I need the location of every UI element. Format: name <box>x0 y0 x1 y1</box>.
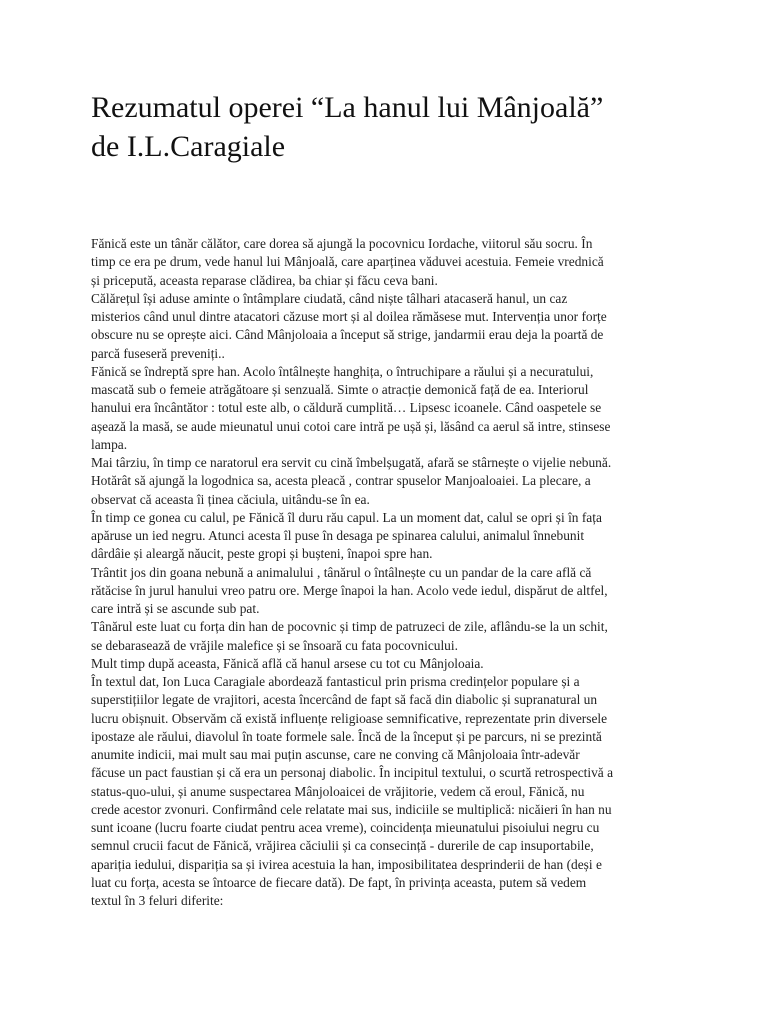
body-line: semnul crucii facut de Fănică, vrăjirea căciulii și ca consecință - durerile de cap insuportabile, <box>91 838 594 854</box>
body-line: Mult timp după aceasta, Fănică află că hanul arsese cu tot cu Mânjoloaia. <box>91 655 484 671</box>
body-line: misterios când unul dintre atacatori căzuse mort și al doilea rămăsese mut. Intervenția unor forțe <box>91 309 607 324</box>
body-line: se debarasează de vrăjile malefice și se însoară cu fata pocovnicului. <box>91 637 458 653</box>
body-line: Mai târziu, în timp ce naratorul era servit cu cină îmbelșugată, afară se stârnește o vijelie nebună. <box>91 455 612 470</box>
body-line: status-quo-ului, și anume suspectarea Mânjoloaicei de vrăjitorie, vedem că eroul, Fănică, nu <box>91 783 585 799</box>
body-line: anumite indicii, mai mult sau mai puțin ascunse, care ne conving că Mânjoloaia într-adevăr <box>91 747 580 762</box>
body-line: parcă fuseseră preveniți.. <box>91 345 225 361</box>
body-line: dârdâie și aleargă năucit, peste gropi și bușteni, înapoi spre han. <box>91 546 433 562</box>
body-line: În textul dat, Ion Luca Caragiale abordează fantasticul prin prisma credințelor populare și a <box>91 674 580 689</box>
document-title <box>91 88 711 166</box>
body-line: În timp ce gonea cu calul, pe Fănică îl duru rău capul. La un moment dat, calul se opri și în fața <box>91 509 602 525</box>
body-line: observat că aceasta îi ținea căciula, uitându-se în ea. <box>91 491 370 507</box>
body-line: timp ce era pe drum, vede hanul lui Mânjoală, care aparținea văduvei acestuia. Femeie vrednică <box>91 254 604 270</box>
body-line: Călărețul își aduse aminte o întâmplare ciudată, când niște tâlhari atacaseră hanul, un caz <box>91 290 568 306</box>
body-line: apariția iedului, dispariția sa și ivirea acestuia la han, imposibilitatea desprinderii de han (deși e <box>91 856 602 872</box>
body-line: obscure nu se oprește aici. Când Mânjoloaia a început să strige, jandarmii erau deja la poartă de <box>91 327 604 343</box>
body-line: ipostaze ale răului, diavolul în toate formele sale. Încă de la început și pe parcurs, ni se prezintă <box>91 728 602 744</box>
body-line: făcuse un pact faustian și că era un personaj diabolic. În incipitul textului, o scurtă retrospectivă a <box>91 765 614 781</box>
body-line: superstițiilor legate de vrajitori, acesta încercând de fapt să facă din diabolic și supranatural un <box>91 692 598 708</box>
body-line: textul în 3 feluri diferite: <box>91 893 224 908</box>
body-line: luat cu forța, acesta se întoarce de fiecare dată). De fapt, în privința aceasta, putem să vedem <box>91 874 587 890</box>
body-line: lampa. <box>91 436 128 452</box>
body-line: Hotărât să ajungă la logodnica sa, acesta pleacă , contrar spuselor Manjoaloaiei. La plecare, a <box>91 473 591 489</box>
body-line: Tânărul este luat cu forța din han de pocovnic și timp de patruzeci de zile, aflându-se la un schit, <box>91 619 608 635</box>
body-line: hanului era încântător : totul este alb, o căldură cumplită… Lipsesc icoanele. Când oaspetele se <box>91 400 602 416</box>
document-body <box>91 235 691 910</box>
body-line: care intră și se ascunde sub pat. <box>91 601 260 616</box>
body-line: așează la masă, se aude mieunatul unui cotoi care intră pe ușă și, lăsând ca aerul să intre, stinsese <box>91 418 611 434</box>
title-line-1: Rezumatul operei “La hanul lui Mânjoală” <box>91 91 604 124</box>
body-line: apăruse un ied negru. Atunci acesta îl puse în desaga pe spinarea calului, animalul înnebunit <box>91 528 585 543</box>
body-line: Fănică este un tânăr călător, care dorea să ajungă la pocovnicu Iordache, viitorul său socru. În <box>91 236 593 251</box>
body-line: rătăcise în jurul hanului vreo patru ore. Merge înapoi la han. Acolo vede iedul, dispărut de altfel, <box>91 582 608 598</box>
body-line: sunt icoane (lucru foarte ciudat pentru acea vreme), coincidența mieunatului pisoiului negru cu <box>91 820 600 835</box>
body-line: Fănică se îndreptă spre han. Acolo întâlnește hanghița, o întruchipare a răului și a necuratului, <box>91 363 594 379</box>
body-line: crede acestor zvonuri. Confirmând cele relatate mai sus, indiciile se multiplică: nicăieri în han nu <box>91 801 612 817</box>
body-line: mascată sub o femeie atrăgătoare și senzuală. Simte o atracție demonică față de ea. Interiorul <box>91 382 589 397</box>
body-line: lucru obișnuit. Observăm că există influențe religioase semnificative, reprezentate prin diversele <box>91 710 608 726</box>
body-line: Trântit jos din goana nebună a animalului , tânărul o întâlnește cu un pandar de la care află că <box>91 564 592 580</box>
body-line: și pricepută, aceasta reparase clădirea, ba chiar și făcu ceva bani. <box>91 272 438 288</box>
title-line-2: de I.L.Caragiale <box>91 130 286 163</box>
